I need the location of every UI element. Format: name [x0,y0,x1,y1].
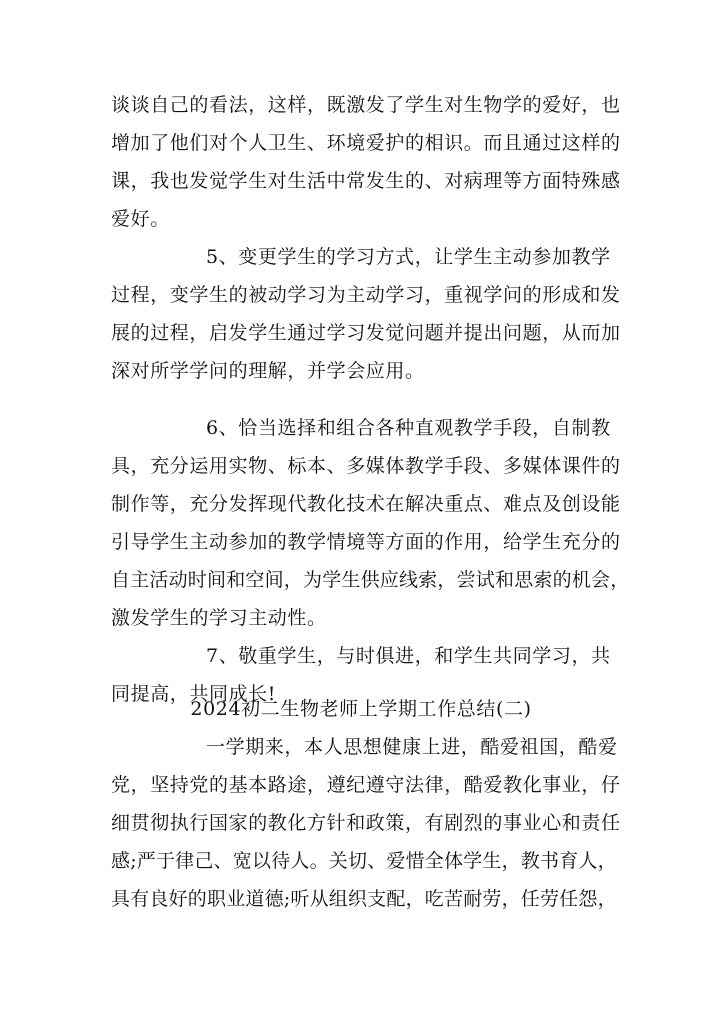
text-line: 制作等，充分发挥现代教化技术在解决重点、难点及创设能 [111,493,621,515]
text-line: 引导学生主动参加的教学情境等方面的作用，给学生充分的 [111,531,621,553]
text-line: 自主活动时间和空间，为学生供应线索，尝试和思索的机会， [111,569,630,591]
text-line: 深对所学学问的理解，并学会应用。 [111,360,425,382]
text-line: 感;严于律己、宽以待人。关切、爱惜全体学生，教书育人， [111,850,617,872]
text-line: 具，充分运用实物、标本、多媒体教学手段、多媒体课件的 [111,455,621,477]
text-line: 激发学生的学习主动性。 [111,607,327,629]
text-line: 过程，变学生的被动学习为主动学习，重视学问的形成和发 [111,284,621,306]
summary-paragraph-start: 一学期来，本人思想健康上进，酷爱祖国，酷爱 [206,736,618,758]
text-line: 党，坚持党的基本路途，遵纪遵守法律，酷爱教化事业，仔 [111,774,621,796]
text-line: 细贯彻执行国家的教化方针和政策，有剧烈的事业心和责任 [111,812,621,834]
text-line: 同提高，共同成长! [111,683,277,705]
text-line: 课，我也发觉学生对生活中常发生的、对病理等方面特殊感 [111,170,621,192]
section-heading: 2024初二生物老师上学期工作总结(二) [190,698,532,720]
text-line: 展的过程，启发学生通过学习发觉问题并提出问题，从而加 [111,322,621,344]
text-line: 具有良好的职业道德;听从组织支配，吃苦耐劳，任劳任怨， [111,888,617,910]
paragraph-5-start: 5、变更学生的学习方式，让学生主动参加教学 [206,246,611,268]
paragraph-7-start: 7、敬重学生，与时俱进，和学生共同学习，共 [206,645,611,667]
text-line: 爱好。 [111,208,170,230]
text-line: 谈谈自己的看法，这样，既激发了学生对生物学的爱好，也 [111,94,621,116]
text-line: 增加了他们对个人卫生、环境爱护的相识。而且通过这样的 [111,132,621,154]
paragraph-6-start: 6、恰当选择和组合各种直观教学手段，自制教 [206,417,611,439]
